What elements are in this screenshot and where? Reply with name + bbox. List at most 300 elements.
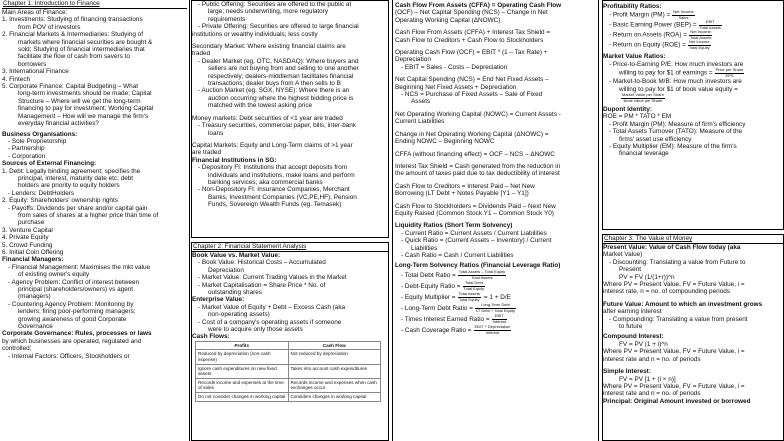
line-text: Interest Tax Shield = Cash generated from the reduction in [395, 162, 561, 170]
cash-flow-table [195, 341, 381, 402]
text-line [192, 333, 388, 340]
text-line [192, 186, 388, 193]
text-line [603, 150, 783, 157]
ratio-formula [395, 270, 596, 281]
line-text: auction occurring where the highest bidding price is [208, 94, 354, 102]
line-text: willing to pay for $1 of earnings = [619, 69, 713, 77]
formula-fraction [458, 292, 481, 302]
line-text: Money markets: Debt securities of <1 year are traded [192, 114, 343, 122]
text-line [2, 242, 187, 249]
text-line [395, 151, 596, 158]
text-line [603, 368, 783, 375]
line-text: - Profit Margin (PM) = [609, 12, 671, 20]
text-line [395, 230, 596, 237]
text-line [2, 61, 187, 68]
financial-markets-content [192, 1, 388, 209]
text-line [395, 29, 596, 36]
text-line [192, 252, 388, 259]
text-line [192, 23, 388, 30]
text-line [395, 49, 596, 56]
text-line [603, 106, 783, 113]
text-line [2, 330, 187, 337]
line-text: financial leverage [619, 150, 669, 158]
text-line [2, 76, 187, 83]
line-text: Depreciation [395, 56, 431, 64]
line-text: Present [619, 266, 642, 274]
chapter-1-content [2, 9, 187, 360]
text-line [603, 301, 783, 308]
formula-fraction [474, 325, 512, 335]
line-text: 4. Fintech [2, 75, 31, 83]
line-text: Operating Cash Flow (OCF) = EBIT * (1 – Tax Rate) + [395, 49, 548, 57]
ratio-label: - Debt-Equity Ratio = [401, 282, 461, 290]
financial-markets-box [191, 0, 389, 238]
line-text: - Discounting: Translating a value from Future to [609, 258, 746, 266]
text-line [2, 271, 187, 278]
line-text: - Payoffs: Dividends per share and/or capital gain [8, 204, 148, 212]
formula-fraction [463, 281, 486, 291]
text-line [603, 274, 783, 281]
line-text: - Sole Proprietorship [8, 137, 67, 145]
text-line [192, 201, 388, 208]
line-text: - Price-to-Earning P/E: How much investors are [609, 60, 744, 68]
text-line [603, 398, 783, 405]
text-line [2, 105, 187, 112]
line-text: Where PV = Present Value, FV = Future Value, i = [603, 382, 745, 390]
line-text: after earning interest [603, 308, 662, 316]
line-text: Dupont Identity: [603, 106, 652, 114]
fraction-numerator: EBIT + Depreciation [474, 324, 511, 330]
text-line [603, 356, 783, 363]
text-line [2, 68, 187, 75]
text-line [2, 212, 187, 219]
text-line [603, 281, 783, 288]
line-text: Main Areas of Finance: [2, 9, 68, 16]
text-line [2, 353, 187, 360]
text-line [395, 210, 596, 217]
line-text: ROE = PM * TATO * EM [603, 113, 672, 121]
text-line [603, 61, 783, 68]
line-text: - Current Ratio = Current Assets / Current Liabilities [401, 229, 547, 237]
text-line [2, 279, 187, 286]
line-text: PV = FV (1/(1+r))^n [619, 273, 675, 281]
line-text: Financial Institutions in SG: [192, 156, 277, 164]
text-line [603, 128, 783, 135]
table-cell: Takes into account cash expenditures [288, 364, 381, 378]
text-line [192, 1, 388, 8]
ratios-box [602, 0, 784, 230]
text-line [395, 131, 596, 138]
ratio-label: - Times Interest Earned Ratio = [401, 315, 490, 323]
line-text: facilitate the flow of cash from savers to [18, 53, 130, 61]
text-line [603, 10, 783, 20]
fraction-numerator: Net Income [673, 9, 694, 15]
line-text: 3. International Finance [2, 68, 69, 76]
line-text: - Auction Market (eg. SGX, NYSE): Where there is an [198, 87, 350, 95]
line-text: - Treasury securities, commercial paper, bills, inter-bank [198, 122, 357, 130]
line-text: of existing owner's equity [18, 271, 90, 279]
ratio-label: - Total Debt Ratio = [401, 271, 456, 279]
fraction-denominator: Total Equity [688, 44, 710, 50]
text-line [2, 345, 187, 352]
table-row [196, 350, 381, 364]
line-text: Capital Markets: Equity and Long-Term claims of >1 year [192, 141, 353, 149]
column-3 [392, 0, 599, 441]
line-text: - Profit Margin (PM): Measure of firm's efficiency [609, 120, 746, 128]
line-text: Banks, Investment Companies (VC,PE,HF), Pension [208, 193, 357, 201]
text-line [2, 308, 187, 315]
table-header-cash-flow: Cash Flow [288, 341, 381, 350]
line-text: matched with the lowest asking price [208, 102, 313, 110]
text-line [395, 183, 596, 190]
line-text: - Cash Ratio = Cash / Current Liabilities [401, 251, 514, 259]
text-line [192, 115, 388, 122]
line-text: Liabilities [411, 244, 438, 252]
table-cell: Reduced by depreciation (non-cash expense) [196, 350, 289, 364]
fraction-denominator: Book Value per Share [623, 97, 663, 103]
line-text: - Countering Agency Problem: Monitoring by [8, 300, 134, 308]
line-text: - Compounding: Translating a value from present [609, 315, 748, 323]
fraction-numerator: EBIT [492, 314, 507, 320]
line-text: Cash Flow to Creditors + Cash Flow to Stockholders [395, 36, 544, 44]
text-line [192, 80, 388, 87]
line-text: sellers are not buying from and selling to one another [208, 65, 359, 73]
text-line [2, 16, 187, 23]
chapter-2-box [191, 242, 389, 441]
line-text: Future Value: Amount to which an investment grows [603, 300, 763, 308]
chapter-2-heading: Chapter 2: Financial Statement Analysis [192, 243, 388, 252]
text-line [192, 149, 388, 156]
line-text: (OCF) – Net Capital Spending (NCS) – Change in Net [395, 9, 548, 17]
text-line [2, 168, 187, 175]
line-text: 6. Initial Coin Offering [2, 249, 64, 256]
formula-fraction [458, 270, 506, 280]
text-line [192, 73, 388, 80]
text-line [2, 39, 187, 46]
fraction-denominator: Sales [678, 14, 689, 20]
line-text: - Quick Ratio = (Current Assets – Inventory) / Current [401, 237, 552, 245]
fraction-denominator: EPS [725, 72, 734, 78]
fraction-numerator: Net Income [689, 39, 710, 45]
text-line [192, 102, 388, 109]
line-text: interest rate, n = no. of compounding periods [603, 288, 731, 296]
text-line [603, 266, 783, 273]
text-line [192, 282, 388, 289]
ratio-formula [395, 325, 596, 336]
line-text: - Agency Problem: Conflict of interest between [8, 278, 140, 286]
line-text: Corporate Governance: Rules, processes or laws [2, 330, 152, 338]
text-line [192, 31, 388, 38]
text-line [192, 87, 388, 94]
line-text: Cash Flow to Creditors = Interest Paid – Net New [395, 182, 535, 190]
line-text: were to acquire only those assets [208, 326, 303, 334]
line-text: - Dealer Market (eg. OTC, NASDAQ): Where buyers and [198, 57, 359, 65]
line-text: - Market Value: Current Trading Values in the Market [198, 274, 347, 282]
fraction-denominator: Total Assets [471, 274, 493, 280]
line-text: Financial Managers: [2, 256, 64, 264]
line-text: loans [208, 129, 224, 137]
line-text: 4. Private Equity [2, 234, 49, 242]
text-line [395, 37, 596, 44]
line-text: the amount of taxes paid due to tax deductibility of interest [395, 170, 560, 178]
chapter-3-box [602, 234, 784, 441]
ratio-label: - Long-Term Debt Ratio = [401, 304, 473, 312]
line-text: 2. Financial Markets & Intermediaries: Studying of [2, 31, 144, 39]
line-text: to future [619, 323, 643, 331]
formula-fraction [688, 40, 711, 50]
text-line [2, 9, 187, 16]
text-line [2, 120, 187, 127]
column-2 [191, 0, 389, 441]
line-text: Change in Net Operating Working Capital (ΔNOWC) = [395, 130, 549, 138]
text-line [2, 24, 187, 31]
line-text: - Partnership [8, 145, 45, 153]
line-text: transactions; dealer buys from A then sells to B [208, 80, 341, 88]
line-text: borrowers [18, 60, 47, 68]
text-line [603, 78, 783, 85]
fraction-numerator: Price per Share [715, 67, 744, 73]
line-text: lenders; firing poor-performing managers; [18, 308, 136, 316]
line-text: - NCS = Purchase of Fixed Assets – Sale of Fixed [401, 91, 543, 99]
text-line [2, 227, 187, 234]
text-line [395, 56, 596, 63]
line-text: Borrowing (LT Debt + Notes Payable [Y1 – Y1]) [395, 190, 529, 198]
line-text: 3. Venture Capital [2, 226, 53, 234]
text-line [192, 289, 388, 296]
line-text: FV = PV [1 + (i × n)] [619, 375, 676, 383]
text-line [2, 264, 187, 271]
text-line [603, 288, 783, 295]
text-line [2, 153, 187, 160]
line-text: 1. Debt: Legally binding agreement; specifies the [2, 167, 141, 175]
text-line [2, 197, 187, 204]
formula-fraction [621, 93, 665, 103]
text-line [603, 244, 783, 251]
text-line [192, 50, 388, 57]
text-line [2, 138, 187, 145]
line-text: - Return on Equity (ROE) = [609, 42, 686, 50]
line-text: - EBIT = Sales - Costs – Depreciation [401, 63, 508, 71]
line-text: - Market Capitalisation = Share Price * No. of [198, 281, 326, 289]
line-text: interest rate and n = no. of periods [603, 390, 701, 398]
formula-fraction [492, 314, 507, 324]
line-text: Simple Interest: [603, 368, 651, 376]
text-line [2, 182, 187, 189]
line-text: outstanding shares [208, 289, 263, 297]
text-line [192, 65, 388, 72]
text-line [192, 179, 388, 186]
line-text: - Book Value: Historical Costs – Accumulated [198, 259, 326, 267]
text-line [192, 274, 388, 281]
text-line [192, 172, 388, 179]
text-line [2, 301, 187, 308]
fraction-denominator: LT Debt + Total Equity [475, 307, 515, 313]
line-text: Where PV = Present Value, FV = Future Value, i = [603, 348, 745, 356]
line-text: Cash Flow to Stockholders = Dividends Paid – Next New [395, 202, 556, 210]
line-text: holders are priority to equity holders [18, 182, 120, 190]
text-line [395, 91, 596, 98]
table-header-profits: Profits [196, 341, 289, 350]
line-text: - Financial Management: Maximises the mkt value [8, 263, 151, 271]
text-line [603, 136, 783, 143]
line-text: - Equity Multiplier (EM): Measure of the firm's [609, 143, 737, 151]
line-text: - Market Value of Equity + Debt – Excess Cash (aka [198, 303, 346, 311]
text-line [395, 163, 596, 170]
fraction-numerator: Market Value per Share [622, 92, 664, 98]
text-line [603, 53, 783, 60]
text-line [603, 121, 783, 128]
text-line [192, 16, 388, 23]
text-line [603, 113, 783, 120]
line-text: long-term investments should be made; Capital [18, 90, 152, 98]
ratio-label: - Equity Multiplier = [401, 293, 456, 301]
text-line [192, 142, 388, 149]
table-cell: Ignore cash expenditures on new fixed assets [196, 364, 289, 378]
line-text: banking services; aka commercial banks [208, 178, 323, 186]
text-line [2, 175, 187, 182]
text-line [395, 64, 596, 71]
line-text: institutions or wealthy individuals; less costly [192, 30, 318, 38]
text-line [395, 9, 596, 16]
text-line [2, 205, 187, 212]
line-text: by which businesses are operated, regulated and [2, 337, 142, 345]
line-text: (managers) [18, 293, 51, 301]
text-line [2, 90, 187, 97]
line-text: Sources of External Financing: [2, 160, 97, 168]
table-header-row [196, 341, 381, 350]
text-line [395, 245, 596, 252]
ratio-formula [395, 281, 596, 292]
table-row [196, 378, 381, 392]
text-line [2, 293, 187, 300]
formula-fraction [475, 303, 516, 313]
text-line [192, 8, 388, 15]
line-text: are traded [192, 149, 222, 157]
text-line [2, 249, 187, 256]
text-line [395, 98, 596, 105]
text-line [192, 194, 388, 201]
line-text: from POV of investors [18, 23, 81, 31]
text-line [192, 311, 388, 318]
chapter-2-content [192, 252, 388, 341]
line-text: Present Value: Value of Cash Flow today (aka [603, 244, 741, 251]
fraction-numerator: EBIT [699, 20, 722, 26]
line-text: 2. Equity: Shareholders' ownership rights [2, 197, 118, 205]
text-line [603, 259, 783, 266]
column-1 [0, 0, 190, 441]
line-text: - Market-to-Book M/B: How much investors are [609, 78, 742, 86]
line-text: Long-Term Solvency Ratios (Financial Leverage Ratio) [395, 262, 561, 270]
text-line [192, 326, 388, 333]
text-line [2, 286, 187, 293]
text-line [395, 84, 596, 91]
line-text: - Internal Factors: Officers, Stockholders or [8, 352, 130, 360]
line-text: - Public Offering: Securities are offered to the public at [198, 1, 352, 8]
text-line [2, 323, 187, 330]
text-line [192, 122, 388, 129]
table-cell: Do not consider changes in working capital [196, 393, 289, 402]
table-row [196, 393, 381, 402]
line-text: Enterprise Value: [192, 296, 245, 304]
text-line [395, 118, 596, 125]
fraction-denominator: Interest [492, 318, 506, 324]
line-text: Book Value vs. Market Value: [192, 252, 281, 259]
chapter-3-content [603, 244, 783, 405]
text-line [603, 68, 783, 78]
line-text: - Return on Assets (ROA) = [609, 32, 687, 40]
text-line [603, 376, 783, 383]
text-line [2, 53, 187, 60]
line-text: Governance [18, 323, 53, 331]
text-line [603, 348, 783, 355]
fraction-numerator: Total Debt [463, 281, 486, 287]
line-text: 5. Crowd Funding [2, 241, 53, 249]
line-text: Principal: Original Amount invested or borrowed [603, 397, 751, 405]
chapter-1-heading: Chapter 1: Introduction to Finance [2, 0, 187, 9]
line-text: Net Capital Spending (NCS) = End Net Fixed Assets – [395, 76, 549, 84]
fraction-numerator: Net Income [690, 29, 711, 35]
text-line [395, 138, 596, 145]
line-text: Net Operating Working Capital (NOWC) = Current Assets - [395, 110, 561, 118]
ratios-content [603, 1, 783, 158]
text-line [603, 390, 783, 397]
line-text: willing to pay for $1 of book value equity = [619, 85, 738, 93]
line-text: traded [192, 50, 211, 58]
text-line [192, 164, 388, 171]
line-text: firms' asset use efficiency [619, 135, 692, 143]
line-text: Funds, Sovereign Wealth Funds (eg. Temasek) [208, 201, 342, 209]
chapter-3-heading: Chapter 3: The Value of Money [603, 235, 783, 244]
text-line [603, 383, 783, 390]
text-line [603, 333, 783, 340]
text-line [192, 304, 388, 311]
fraction-numerator: Long-Term Debt [475, 303, 516, 309]
line-text: Operating Working Capital (ΔNOWC) [395, 16, 501, 24]
line-text: Depreciation [208, 266, 244, 274]
text-line [395, 2, 596, 9]
line-text: Cash Flows: [192, 333, 230, 341]
line-text: FV = PV (1 + i)^n [619, 340, 668, 348]
table-cell: Records income and expenses at the time of sales [196, 378, 289, 392]
line-text: Compound Interest: [603, 333, 664, 341]
line-text: - Lenders: DebtHolders [8, 189, 75, 197]
text-line [395, 17, 596, 24]
text-line [2, 316, 187, 323]
line-text: 1. Investments: Studying of financing transactions [2, 16, 143, 24]
text-line [2, 113, 187, 120]
table-cell: Not reduced by depreciation [288, 350, 381, 364]
ratio-label: - Cash Coverage Ratio = [401, 326, 472, 334]
text-line [395, 252, 596, 259]
cash-flow-ratios-content [395, 0, 596, 270]
line-text: growing awareness of good Corporate [18, 315, 127, 323]
text-line [2, 160, 187, 167]
line-text: Beginning Net Fixed Assets + Depreciation [395, 83, 517, 91]
line-text: from sales of shares at a higher price than time of [18, 211, 159, 219]
line-text: individuals and institutions, make loans and perform [208, 171, 355, 179]
text-line [192, 296, 388, 303]
line-text: large; needs underwriting, more regulatory [208, 8, 329, 16]
line-text: Current Liabilities [395, 118, 445, 126]
text-line [2, 190, 187, 197]
line-text: purchase [18, 219, 45, 227]
line-text: markets where financial securities are bought & [18, 38, 153, 46]
text-line [395, 170, 596, 177]
line-text: Liquidity Ratios (Short Term Solvency) [395, 222, 513, 230]
line-text: sold; Studying of financial intermediaries that [18, 46, 145, 54]
fraction-numerator: Total Assets – Total Equity [458, 269, 506, 275]
line-text: Market Value) [603, 251, 643, 259]
